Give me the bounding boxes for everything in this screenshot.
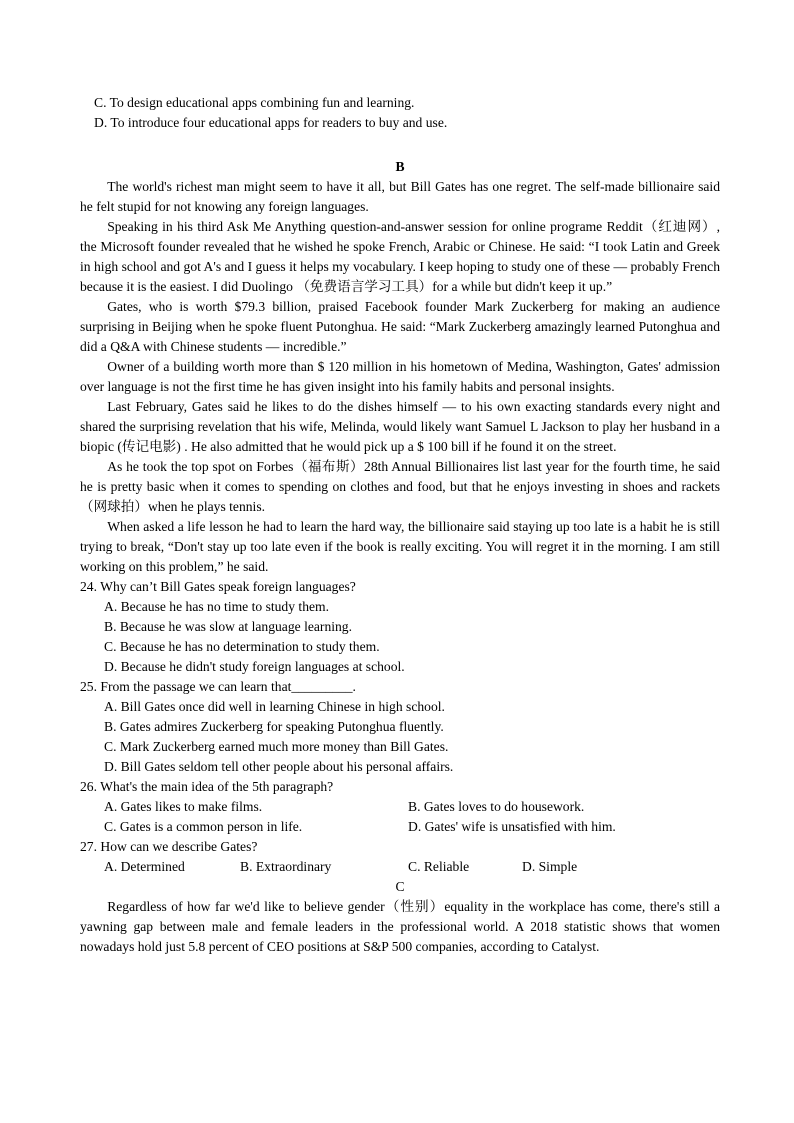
question-24-option-a: A. Because he has no time to study them. xyxy=(104,599,330,614)
question-26-option-c: C. Gates is a common person in life. xyxy=(104,819,303,834)
question-25-stem: 25. From the passage we can learn that_________. xyxy=(80,679,356,694)
question-27-option-d: D. Simple xyxy=(522,859,578,874)
paragraph-6: As he took the top spot on Forbes（福布斯）28th Annual Billionaires list last year for the fourth time, he said he is pretty basic when it comes to spending on clothes and food, but that he enjoys investing in shoes and rackets（网球拍）when he plays tennis. xyxy=(80,459,720,514)
question-26-option-a: A. Gates likes to make films. xyxy=(104,799,263,814)
exam-page xyxy=(80,93,720,957)
paragraph-5: Last February, Gates said he likes to do the dishes himself — to his own exacting standards every night and shared the surprising revelation that his wife, Melinda, would likely want Samuel L Jackson to play her husband in a biopic (传记电影) . He also admitted that he would pick up a $ 100 bill if he found it on the street. xyxy=(80,399,720,454)
question-24-option-b: B. Because he was slow at language learning. xyxy=(104,619,353,634)
question-27-options xyxy=(80,857,720,877)
paragraph-1: The world's richest man might seem to have it all, but Bill Gates has one regret. The self-made billionaire said he felt stupid for not knowing any foreign languages. xyxy=(80,179,720,214)
paragraph-7: When asked a life lesson he had to learn the hard way, the billionaire said staying up too late is a habit he is still trying to break, “Don't stay up too late even if the book is really exciting. You will regret it in the morning. I am still working on this problem,” he said. xyxy=(80,519,720,574)
question-24-option-c: C. Because he has no determination to study them. xyxy=(104,639,380,654)
question-24-option-d: D. Because he didn't study foreign languages at school. xyxy=(104,659,405,674)
question-25-option-c: C. Mark Zuckerberg earned much more money than Bill Gates. xyxy=(104,739,449,754)
section-c-title: C xyxy=(395,879,405,894)
question-25-option-d: D. Bill Gates seldom tell other people about his personal affairs. xyxy=(104,759,454,774)
paragraph-2: Speaking in his third Ask Me Anything question-and-answer session for online programe Reddit（红迪网）, the Microsoft founder revealed that he wished he spoke French, Arabic or Chinese. He said: “I took Latin and Greek in high school and got A's and I guess it helps my vocabulary. I keep hoping to study one of these — probably French because it is the easiest. I did Duolingo （免费语言学习工具）for a while but didn't keep it up.” xyxy=(80,219,720,294)
question-26-options-row-1 xyxy=(80,797,720,817)
question-27-option-c: C. Reliable xyxy=(408,859,470,874)
question-25-option-a: A. Bill Gates once did well in learning Chinese in high school. xyxy=(104,699,445,714)
question-27-stem: 27. How can we describe Gates? xyxy=(80,839,258,854)
section-c-paragraph: Regardless of how far we'd like to believe gender（性别）equality in the workplace has come, there's still a yawning gap between male and female leaders in the professional world. A 2018 statistic shows that women nowadays hold just 5.8 percent of CEO positions at S&P 500 companies, according to Catalyst. xyxy=(80,899,720,954)
option-c-top: C. To design educational apps combining fun and learning. xyxy=(94,95,415,110)
question-24-stem: 24. Why can’t Bill Gates speak foreign languages? xyxy=(80,579,356,594)
question-27-option-a: A. Determined xyxy=(104,859,185,874)
question-27-option-b: B. Extraordinary xyxy=(240,859,332,874)
question-26-option-b: B. Gates loves to do housework. xyxy=(408,799,585,814)
question-26-options-row-2 xyxy=(80,817,720,837)
paragraph-3: Gates, who is worth $79.3 billion, praised Facebook founder Mark Zuckerberg for making an audience surprising in Beijing when he spoke fluent Putonghua. He said: “Mark Zuckerberg amazingly learned Putonghua and did a Q&A with Chinese students — incredible.” xyxy=(80,299,720,354)
question-25-option-b: B. Gates admires Zuckerberg for speaking Putonghua fluently. xyxy=(104,719,444,734)
question-26-stem: 26. What's the main idea of the 5th paragraph? xyxy=(80,779,334,794)
question-26-option-d: D. Gates' wife is unsatisfied with him. xyxy=(408,819,616,834)
paragraph-4: Owner of a building worth more than $ 120 million in his hometown of Medina, Washington, Gates' admission over language is not the first time he has given insight into his family habits and personal insights. xyxy=(80,359,720,394)
section-b-title: B xyxy=(395,159,405,174)
option-d-top: D. To introduce four educational apps for readers to buy and use. xyxy=(94,115,448,130)
